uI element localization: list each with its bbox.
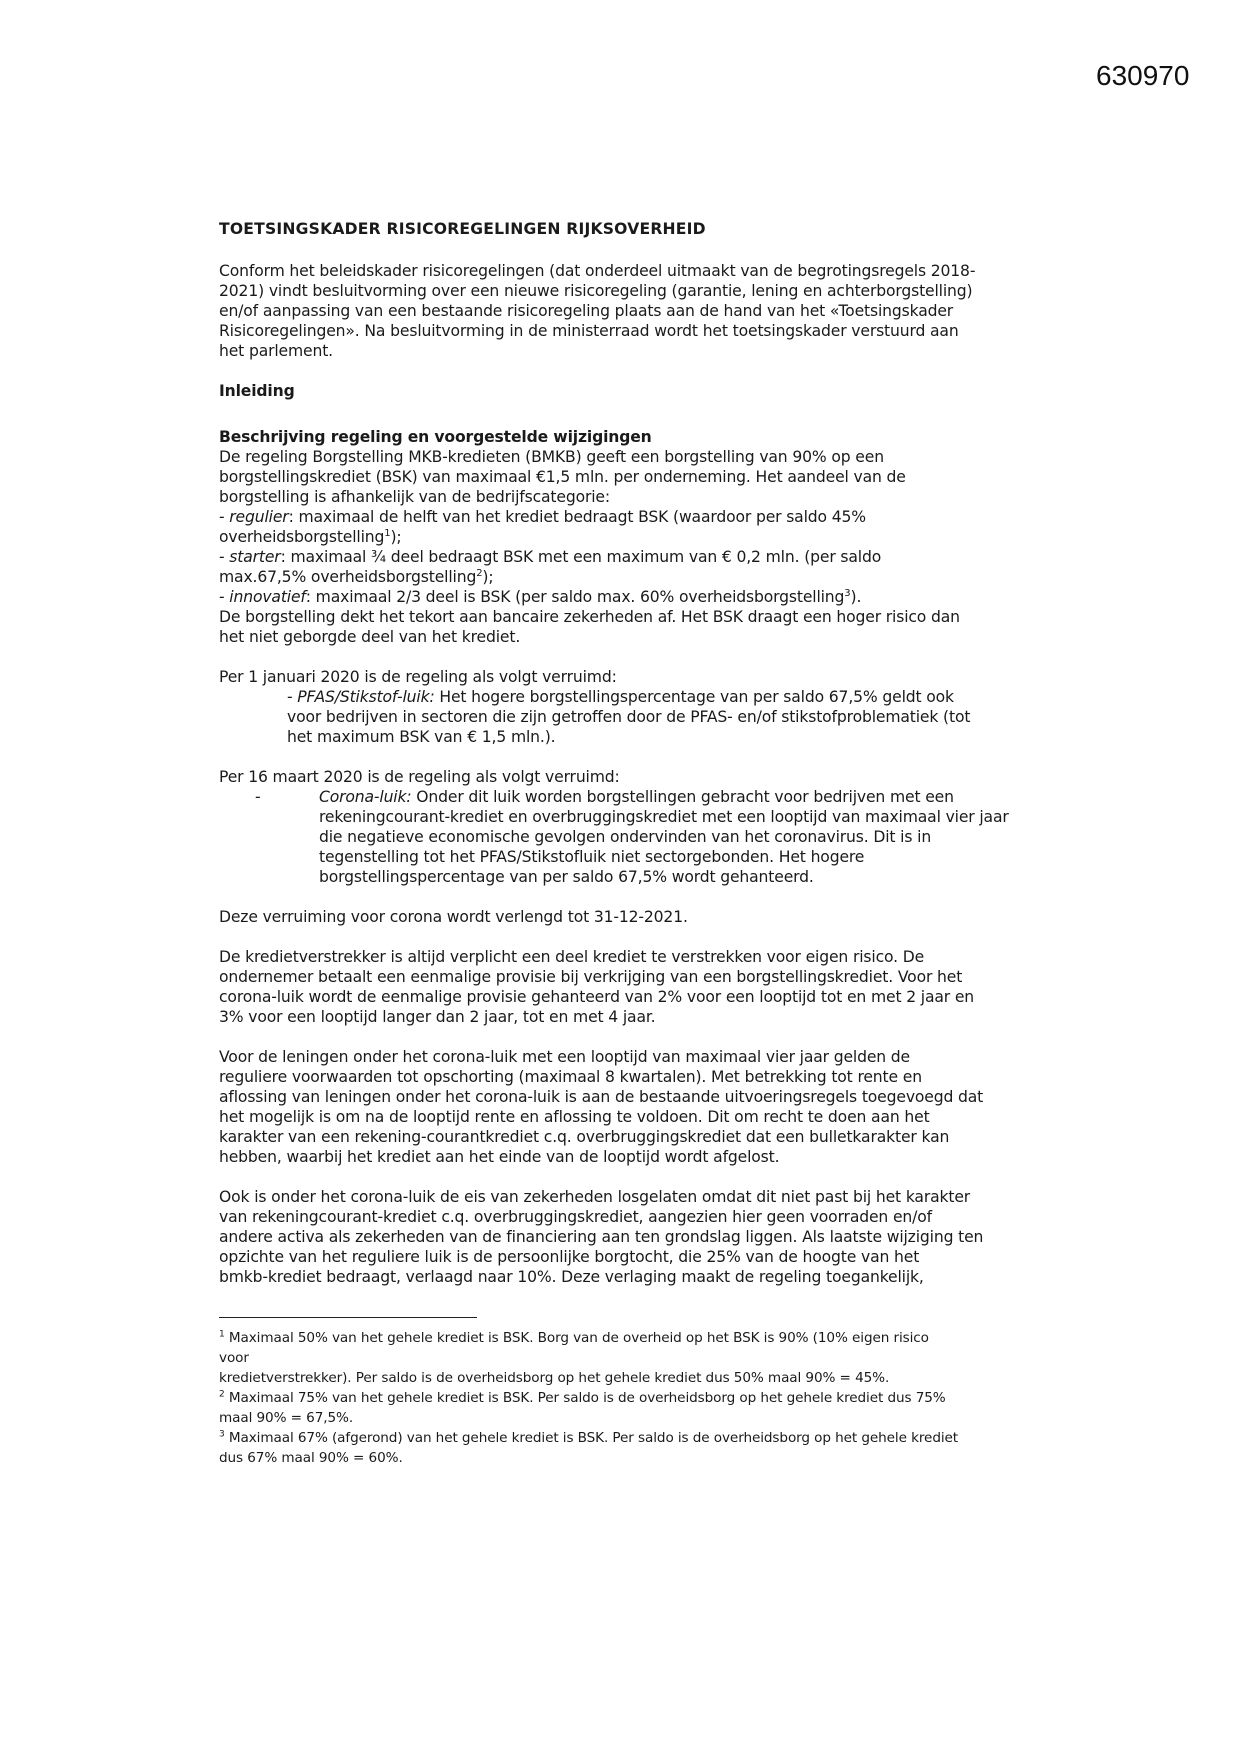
verruiming-corona-section <box>219 767 1039 887</box>
document-title: TOETSINGSKADER RISICOREGELINGEN RIJKSOVERHEID <box>219 220 706 238</box>
text-line: 2021) vindt besluitvorming over een nieuwe risicoregeling (garantie, lening en achterborgstelling) <box>219 282 973 300</box>
text-line: tegenstelling tot het PFAS/Stikstofluik niet sectorgebonden. Het hogere <box>319 848 865 866</box>
text-line: van rekeningcourant-krediet c.q. overbruggingskrediet, aangezien hier geen voorraden en/of <box>219 1208 932 1226</box>
text-line <box>219 1388 1039 1408</box>
category-text: ); <box>482 568 494 586</box>
category-term: innovatief <box>229 588 306 606</box>
text-line: corona-luik wordt de eenmalige provisie gehanteerd van 2% voor een looptijd tot en met 2 jaar en <box>219 988 975 1006</box>
list-dash: - <box>219 588 230 606</box>
text-line: De regeling Borgstelling MKB-kredieten (BMKB) geeft een borgstelling van 90% op een <box>219 448 884 466</box>
text-line: het mogelijk is om na de looptijd rente en aflossing te voldoen. Dit om recht te doen aan het <box>219 1108 930 1126</box>
category-text: max.67,5% overheidsborgstelling <box>219 568 477 586</box>
document-id: 630970 <box>1096 60 1190 91</box>
category-regulier <box>219 507 1039 527</box>
corona-item <box>219 787 1039 887</box>
text-line: karakter van een rekening-courantkrediet c.q. overbruggingskrediet dat een bulletkarakter kan <box>219 1128 950 1146</box>
text-line: rekeningcourant-krediet en overbruggingskrediet met een looptijd van maximaal vier jaar <box>319 808 1009 826</box>
intro-paragraph <box>219 261 1039 361</box>
corona-item-body <box>293 787 1039 887</box>
text-line: andere activa als zekerheden van de financiering aan ten grondslag liggen. Als laatste wijziging ten <box>219 1228 984 1246</box>
footnote-separator <box>219 1317 477 1318</box>
category-text: : maximaal ¾ deel bedraagt BSK met een maximum van € 0,2 mln. (per saldo <box>280 548 882 566</box>
footnote-mark: 2 <box>219 1389 225 1400</box>
category-text: ). <box>850 588 862 606</box>
text-line: ondernemer betaalt een eenmalige provisie bij verkrijging van een borgstellingskrediet. Voor het <box>219 968 963 986</box>
footnote-mark: 1 <box>219 1329 225 1340</box>
text-line: Risicoregelingen». Na besluitvorming in de ministerraad wordt het toetsingskader verstuurd aan <box>219 322 959 340</box>
text-line: Per 16 maart 2020 is de regeling als volgt verruimd: <box>219 768 620 786</box>
footnote-text: Maximaal 67% (afgerond) van het gehele krediet is BSK. Per saldo is de overheidsborg op het gehele krediet <box>224 1430 959 1446</box>
text-line: borgstellingspercentage van per saldo 67,5% wordt gehanteerd. <box>319 868 814 886</box>
text-line <box>287 687 1039 707</box>
verruiming-2020-item <box>219 687 1039 747</box>
text-line: De borgstelling dekt het tekort aan bancaire zekerheden af. Het BSK draagt een hoger risico dan <box>219 608 960 626</box>
category-text: : maximaal de helft van het krediet bedraagt BSK (waardoor per saldo 45% <box>288 508 866 526</box>
text-line: dus 67% maal 90% = 60%. <box>219 1450 403 1466</box>
footnote-2 <box>219 1388 1039 1428</box>
verruiming-2020-section <box>219 667 1039 747</box>
heading-beschrijving: Beschrijving regeling en voorgestelde wijzigingen <box>219 428 652 446</box>
category-text: overheidsborgstelling <box>219 528 385 546</box>
item-term: Corona-luik: <box>319 788 412 806</box>
list-dash: - <box>255 788 261 806</box>
footnote-text: Maximaal 50% van het gehele krediet is BSK. Borg van de overheid op het BSK is 90% (10% eigen risico <box>224 1330 929 1346</box>
document-body <box>219 219 1039 1287</box>
text-line: opzichte van het reguliere luik is de persoonlijke borgtocht, die 25% van de hoogte van het <box>219 1248 920 1266</box>
list-dash: - <box>287 688 298 706</box>
text-line: Ook is onder het corona-luik de eis van zekerheden losgelaten omdat dit niet past bij het karakter <box>219 1188 971 1206</box>
text-line <box>219 1328 1039 1348</box>
text-line: Conform het beleidskader risicoregelingen (dat onderdeel uitmaakt van de begrotingsregels 2018- <box>219 262 976 280</box>
footnote-ref: 3 <box>844 587 851 599</box>
footnotes <box>219 1328 1039 1468</box>
text-line: borgstellingskrediet (BSK) van maximaal €1,5 mln. per onderneming. Het aandeel van de <box>219 468 906 486</box>
category-innovatief <box>219 587 1039 607</box>
category-term: starter <box>229 548 281 566</box>
heading-inleiding: Inleiding <box>219 382 295 400</box>
footnote-mark: 3 <box>219 1429 225 1440</box>
text-line: borgstelling is afhankelijk van de bedrijfscategorie: <box>219 488 610 506</box>
text-line: De kredietverstrekker is altijd verplicht een deel krediet te verstrekken voor eigen risico. De <box>219 948 925 966</box>
text-line: Voor de leningen onder het corona-luik met een looptijd van maximaal vier jaar gelden de <box>219 1048 911 1066</box>
provisie-paragraph <box>219 947 1039 1027</box>
list-dash: - <box>219 548 230 566</box>
text-line: aflossing van leningen onder het corona-luik is aan de bestaande uitvoeringsregels toegevoegd dat <box>219 1088 984 1106</box>
list-dash: - <box>219 508 230 526</box>
text-line <box>319 787 1039 807</box>
footnote-3 <box>219 1428 1039 1468</box>
text-line: het niet geborgde deel van het krediet. <box>219 628 521 646</box>
text-line: kredietverstrekker). Per saldo is de overheidsborg op het gehele krediet dus 50% maal 90% = 45%. <box>219 1370 890 1386</box>
text-line: die negatieve economische gevolgen ondervinden van het coronavirus. Dit is in <box>319 828 932 846</box>
leningen-paragraph <box>219 1047 1039 1167</box>
category-starter-cont <box>219 567 1039 587</box>
category-regulier-cont <box>219 527 1039 547</box>
item-text: Het hogere borgstellingspercentage van per saldo 67,5% geldt ook <box>434 688 954 706</box>
text-line: het maximum BSK van € 1,5 mln.). <box>287 728 556 746</box>
verlengd-paragraph: Deze verruiming voor corona wordt verlengd tot 31-12-2021. <box>219 908 688 926</box>
text-line: hebben, waarbij het krediet aan het einde van de looptijd wordt afgelost. <box>219 1148 780 1166</box>
item-text: Onder dit luik worden borgstellingen gebracht voor bedrijven met een <box>411 788 954 806</box>
text-line: voor bedrijven in sectoren die zijn getroffen door de PFAS- en/of stikstofproblematiek (tot <box>287 708 971 726</box>
text-line: en/of aanpassing van een bestaande risicoregeling plaats aan de hand van het «Toetsingskader <box>219 302 954 320</box>
text-line: voor <box>219 1350 249 1366</box>
beschrijving-paragraph <box>219 447 1039 647</box>
category-text: ); <box>390 528 402 546</box>
text-line: Per 1 januari 2020 is de regeling als volgt verruimd: <box>219 668 617 686</box>
footnote-text: Maximaal 75% van het gehele krediet is BSK. Per saldo is de overheidsborg op het gehele krediet dus 75% <box>224 1390 946 1406</box>
footnote-1 <box>219 1328 1039 1388</box>
category-text: : maximaal 2/3 deel is BSK (per saldo max. 60% overheidsborgstelling <box>305 588 845 606</box>
category-term: regulier <box>229 508 289 526</box>
footnote-ref: 2 <box>476 567 483 579</box>
text-line: reguliere voorwaarden tot opschorting (maximaal 8 kwartalen). Met betrekking tot rente en <box>219 1068 922 1086</box>
text-line: maal 90% = 67,5%. <box>219 1410 354 1426</box>
text-line: 3% voor een looptijd langer dan 2 jaar, tot en met 4 jaar. <box>219 1008 656 1026</box>
category-starter <box>219 547 1039 567</box>
footnote-ref: 1 <box>384 527 391 539</box>
item-term: PFAS/Stikstof-luik: <box>297 688 435 706</box>
text-line: het parlement. <box>219 342 333 360</box>
text-line <box>219 1428 1039 1448</box>
zekerheden-paragraph <box>219 1187 1039 1287</box>
text-line: bmkb-krediet bedraagt, verlaagd naar 10%. Deze verlaging maakt de regeling toegankelijk, <box>219 1268 924 1286</box>
